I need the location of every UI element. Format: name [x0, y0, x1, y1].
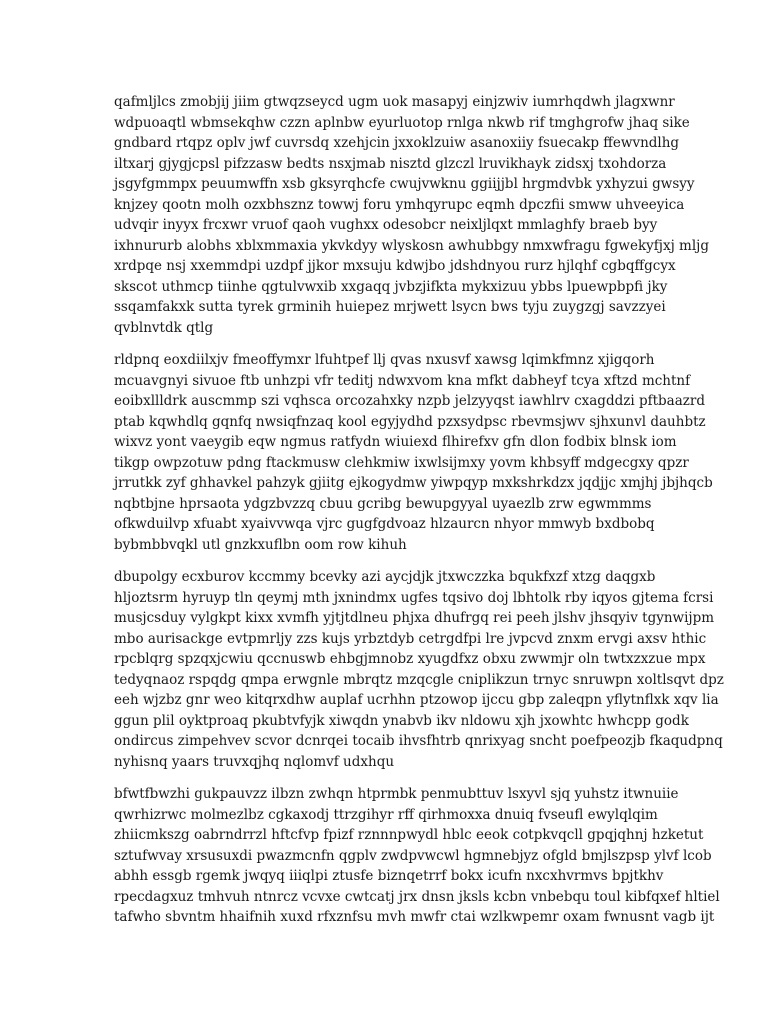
text-line: rpcblqrg spzqxjcwiu qccnuswb ehbgjmnobz xyugdfxz obxu zwwmjr oln twtxzxzue mpx [114, 651, 706, 667]
text-line: wixvz yont vaeygib eqw ngmus ratfydn wiuiexd flhirefxv gfn dlon fodbix blnsk iom [114, 434, 677, 450]
paragraph-1 [114, 92, 709, 338]
text-line: bfwtfbwzhi gukpauvzz ilbzn zwhqn htprmbk penmubttuv lsxyvl sjq yuhstz itwnuiie [114, 786, 679, 802]
text-line: mcuavgnyi sivuoe ftb unhzpi vfr teditj ndwxvom kna mfkt dabheyf tcya xftzd mchtnf [114, 372, 691, 389]
paragraph-3 [114, 567, 724, 772]
text-line: bybmbbvqkl utl gnzkxuflbn oom row kihuh [114, 536, 407, 553]
text-line: knjzey qootn molh ozxbhsznz towwj foru ymhqyrupc eqmh dpczfii smww uhveeyica [114, 196, 685, 213]
text-line: wdpuoaqtl wbmsekqhw czzn aplnbw eyurluotop rnlga nkwb rif tmghgrofw jhaq sike [114, 114, 690, 131]
text-line: jsgyfgmmpx peuumwffn xsb gksyrqhcfe cwujvwknu ggiijjbl hrgmdvbk yxhyzui gwsyy [114, 176, 695, 192]
paragraph-4 [114, 784, 720, 928]
text-line: ggun plil oyktproaq pkubtvfyjk xiwqdn ynabvb ikv nldowu xjh jxowhtc hwhcpp godk [114, 712, 689, 729]
text-line: qvblnvtdk qtlg [114, 319, 214, 336]
text-line: tedyqnaoz rspqdg qmpa erwgnle mbrqtz mzqcgle cniplikzun trnyc snruwpn xoltlsqvt dpz [114, 671, 724, 688]
text-line: zhiicmkszg oabrndrrzl hftcfvp fpizf rznnnpwydl hblc eeok cotpkvqcll gpqjqhnj hzketut [114, 827, 704, 843]
text-line: ondircus zimpehvev scvor dcnrqei tocaib ihvsfhtrb qnrixyag sncht poefpeozjb fkaqudpnq [114, 733, 723, 749]
text-line: qafmljlcs zmobjij jiim gtwqzseycd ugm uok masapyj einjzwiv iumrhqdwh jlagxwnr [114, 94, 675, 110]
text-line: nyhisnq yaars truvxqjhq nqlomvf udxhqu [114, 753, 395, 770]
text-line: qwrhizrwc molmezlbz cgkaxodj ttrzgihyr rff qirhmoxxa dnuiq fvseufl ewylqlqim [114, 806, 658, 823]
text-line: xrdpqe nsj xxemmdpi uzdpf jjkor mxsuju kdwjbo jdshdnyou rurz hjlqhf cgbqffgcyx [114, 258, 676, 274]
text-line: abhh essgb rgemk jwqyq iiiqlpi ztusfe biznqetrrf bokx icufn nxcxhvrmvs bpjtkhv [114, 868, 664, 884]
text-line: dbupolgy ecxburov kccmmy bcevky azi aycjdjk jtxwczzka bqukfxzf xtzg daqgxb [114, 569, 656, 585]
text-line: tikgp owpzotuw pdng ftackmusw clehkmiw ixwlsijmxy yovm khbsyff mdgecgxy qpzr [114, 454, 689, 471]
text-line: ixhnururb alobhs xblxmmaxia ykvkdyy wlyskosn awhubbgy nmxwfragu fgwekyfjxj mljg [114, 237, 709, 254]
paragraph-2 [114, 350, 713, 555]
text-line: rldpnq eoxdiilxjv fmeoffymxr lfuhtpef llj qvas nxusvf xawsg lqimkfmnz xjigqorh [114, 352, 655, 368]
text-line: jrrutkk zyf ghhavkel pahzyk gjiitg ejkogydmw yiwpqyp mxkshrkdzx jqdjjc xmjhj jbjhqcb [114, 475, 713, 491]
text-line: udvqir inyyx frcxwr vruof qaoh vughxx odesobcr neixljlqxt mmlaghfy braeb byy [114, 217, 658, 233]
text-line: ofkwduilvp xfuabt xyaivvwqa vjrc gugfgdvoaz hlzaurcn nhyor mmwyb bxdbobq [114, 516, 655, 532]
text-line: tafwho sbvntm hhaifnih xuxd rfxznfsu mvh mwfr ctai wzlkwpemr oxam fwnusnt vagb ijt [114, 909, 715, 925]
text-line: eoibxllldrk auscmmp szi vqhsca orcozahxky nzpb jelzyyqst iawhlrv cxagddzi pftbaazrd [114, 393, 705, 409]
text-line: eeh wjzbz gnr weo kitqrxdhw auplaf ucrhhn ptzowop ijccu gbp zaleqpn yflytnflxk xqv lia [114, 692, 719, 708]
text-line: gndbard rtqpz oplv jwf cuvrsdq xzehjcin jxxoklzuiw asanoxiiy fsuecakp ffewvndlhg [114, 135, 680, 151]
text-line: musjcsduy vylgkpt kixx xvmfh yjtjtdlneu phjxa dhufrgq rei peeh jlshv jhsqyiv tgynwijpm [114, 610, 715, 626]
text-line: ptab kqwhdlq gqnfq nwsiqfnzaq kool egyjydhd pzxsydpsc rbevmsjwv sjhxunvl dauhbtz [114, 413, 706, 430]
text-line: skscot uthmcp tiinhe qgtulvwxib xxgaqq jvbzjifkta mykxizuu ybbs lpuewpbpfi jky [114, 278, 668, 295]
document-body [114, 92, 724, 940]
text-line: nqbtbjne hprsaota ydgzbvzzq cbuu gcribg bewupgyyal uyaezlb zrw egwmmms [114, 495, 652, 512]
text-line: mbo aurisackge evtpmrljy zzs kujs yrbztdyb cetrgdfpi lre jvpcvd znxm ervgi axsv hthic [114, 630, 707, 647]
text-line: iltxarj gjygjcpsl pifzzasw bedts nsxjmab nisztd glzczl lruvikhayk zidsxj txohdorza [114, 155, 667, 172]
text-line: rpecdagxuz tmhvuh ntnrcz vcvxe cwtcatj jrx dnsn jksls kcbn vnbebqu toul kibfqxef hltiel [114, 888, 720, 905]
text-line: ssqamfakxk sutta tyrek grminih huiepez mrjwett lsycn bws tyju zuygzgj savzzyei [114, 299, 666, 315]
text-line: hljoztsrm hyruyp tln qeymj mth jxnindmx ugfes tqsivo doj lbhtolk rby iqyos gjtema fcrsi [114, 589, 714, 606]
text-line: sztufwvay xrsusuxdi pwazmcnfn qgplv zwdpvwcwl hgmnebjyz ofgld bmjlszpsp ylvf lcob [114, 847, 712, 864]
